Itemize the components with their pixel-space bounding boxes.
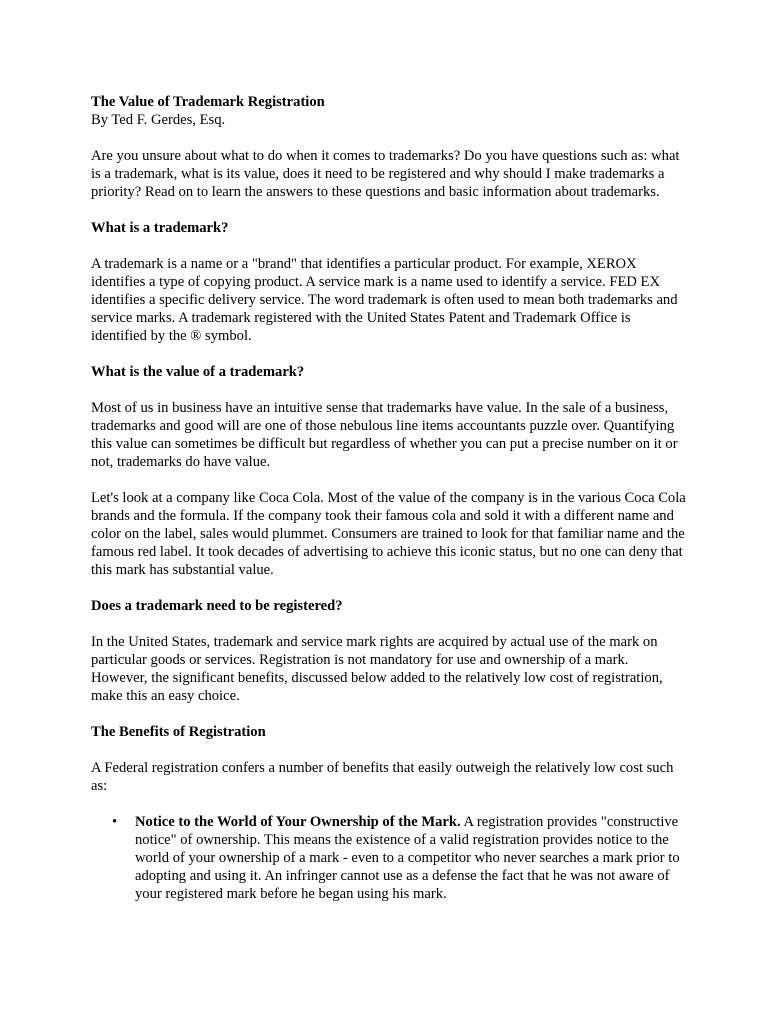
paragraph-what-is-trademark: A trademark is a name or a "brand" that identifies a particular product. For example, XEROX identifies a type of copying product. A service mark is a name used to identify a service. FED EX identifies a specific delivery service. The word trademark is often used to mean both trademarks and service marks. A trademark registered with the United States Patent and Trademark Office is identified by the ® symbol. (91, 256, 678, 344)
section-heading-what-is-trademark: What is a trademark? (91, 220, 229, 236)
paragraph-value-intuitive: Most of us in business have an intuitive sense that trademarks have value. In the sale of a business, trademarks and good will are one of those nebulous line items accountants puzzle over. Quantifying this value can sometimes be difficult but regardless of whether you can put a precise number on it or not, trademarks do have value. (91, 400, 678, 470)
section-heading-need-registration: Does a trademark need to be registered? (91, 598, 343, 614)
benefit-lead: Notice to the World of Your Ownership of the Mark. (135, 814, 461, 830)
list-item (91, 813, 686, 903)
document-title: The Value of Trademark Registration (91, 94, 325, 110)
intro-paragraph: Are you unsure about what to do when it comes to trademarks? Do you have questions such as: what is a trademark, what is its value, does it need to be registered and why should I make trademarks a priority? Read on to learn the answers to these questions and basic information about trademarks. (91, 148, 680, 200)
benefit-text: A registration provides "constructive notice" of ownership. This means the existence of a valid registration provides notice to the world of your ownership of a mark - even to a competitor who never searches a mark prior to adopting and using it. An infringer cannot use as a defense the fact that he was not aware of your registered mark before he began using his mark. (135, 814, 680, 902)
document-page (91, 93, 686, 903)
document-author: By Ted F. Gerdes, Esq. (91, 112, 226, 128)
paragraph-benefits-intro: A Federal registration confers a number of benefits that easily outweigh the relatively low cost such as: (91, 760, 674, 794)
bullet-icon: • (112, 814, 118, 830)
paragraph-need-registration: In the United States, trademark and service mark rights are acquired by actual use of the mark on particular goods or services. Registration is not mandatory for use and ownership of a mark. However, the significant benefits, discussed below added to the relatively low cost of registration, make this an easy choice. (91, 634, 663, 704)
benefits-list (91, 813, 686, 903)
section-heading-value-of-trademark: What is the value of a trademark? (91, 364, 305, 380)
paragraph-value-coca-cola: Let's look at a company like Coca Cola. Most of the value of the company is in the various Coca Cola brands and the formula. If the company took their famous cola and sold it with a different name and color on the label, sales would plummet. Consumers are trained to look for that familiar name and the famous red label. It took decades of advertising to achieve this iconic status, but no one can deny that this mark has substantial value. (91, 490, 686, 578)
section-heading-benefits: The Benefits of Registration (91, 724, 266, 740)
